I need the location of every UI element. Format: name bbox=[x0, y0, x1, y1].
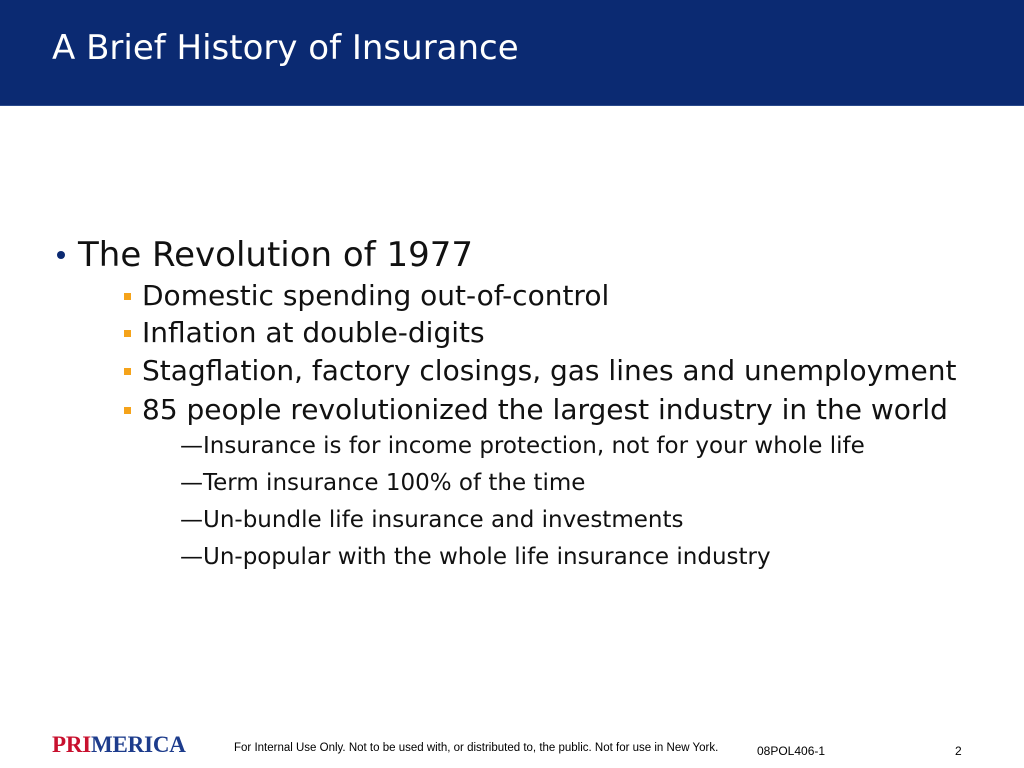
bullet-level2-text: Domestic spending out-of-control bbox=[142, 279, 610, 312]
bullet-level1 bbox=[57, 235, 473, 275]
bullet-level2 bbox=[124, 352, 957, 390]
bullet-level2-text: Stagflation, factory closings, gas lines and unemployment bbox=[142, 354, 957, 387]
document-code: 08POL406-1 bbox=[757, 744, 826, 758]
footer-disclaimer: For Internal Use Only. Not to be used with, or distributed to, the public. Not for use in New York. bbox=[234, 742, 719, 754]
bullet-level2-text: 85 people revolutionized the largest industry in the world bbox=[142, 393, 948, 426]
bullet-level3 bbox=[180, 428, 865, 465]
logo-part-red: PRI bbox=[52, 732, 92, 757]
bullet-level3-text: —Insurance is for income protection, not for your whole life bbox=[180, 433, 865, 459]
square-bullet-icon bbox=[124, 330, 131, 337]
bullet-level3-text: —Un-bundle life insurance and investments bbox=[180, 507, 684, 533]
square-bullet-icon bbox=[124, 407, 131, 414]
bullet-level3 bbox=[180, 539, 771, 576]
bullet-level2-text: Inflation at double-digits bbox=[142, 316, 485, 349]
primerica-logo bbox=[52, 732, 186, 758]
bullet-level2 bbox=[124, 314, 485, 352]
bullet-level2 bbox=[124, 391, 948, 429]
bullet-level3 bbox=[180, 465, 585, 502]
bullet-level3-text: —Term insurance 100% of the time bbox=[180, 470, 586, 496]
title-bar bbox=[0, 0, 1024, 106]
logo-part-navy: MERICA bbox=[91, 732, 186, 757]
bullet-level1-text: The Revolution of 1977 bbox=[78, 235, 474, 275]
square-bullet-icon bbox=[124, 293, 131, 300]
bullet-level2 bbox=[124, 277, 609, 315]
bullet-level3-text: —Un-popular with the whole life insurance industry bbox=[180, 544, 771, 570]
slide-title: A Brief History of Insurance bbox=[52, 28, 519, 68]
bullet-level3 bbox=[180, 502, 683, 539]
square-bullet-icon bbox=[124, 368, 131, 375]
page-number: 2 bbox=[955, 744, 962, 758]
round-bullet-icon bbox=[57, 251, 65, 259]
